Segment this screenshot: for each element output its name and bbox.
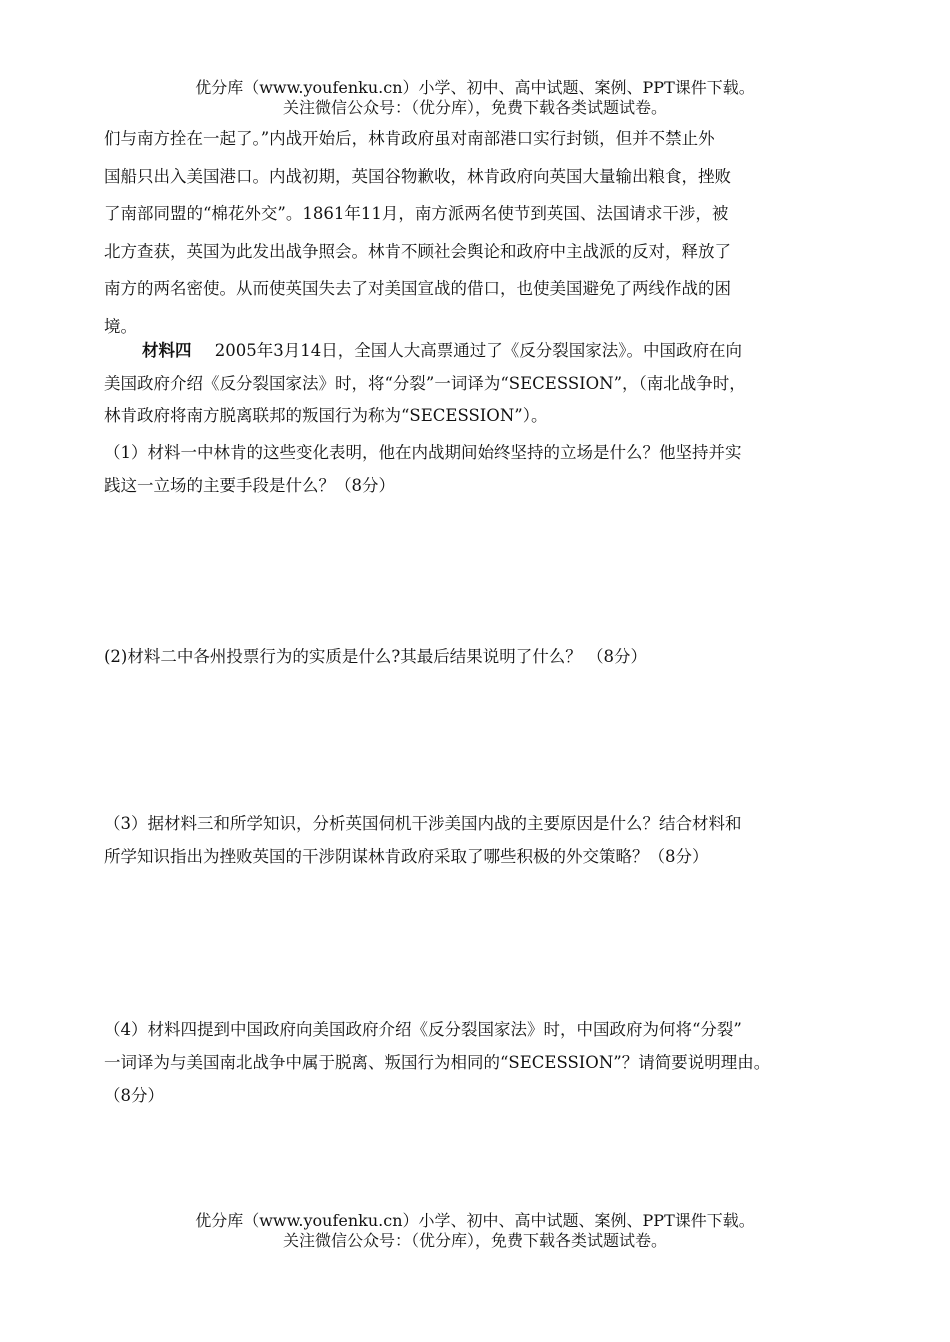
- question-4: [104, 1013, 864, 1112]
- page-footer: [0, 1211, 950, 1251]
- header-line-2: 关注微信公众号：（优分库），免费下载各类试题试卷。: [282, 98, 667, 117]
- question-line: （1）材料一中林肯的这些变化表明，他在内战期间始终坚持的立场是什么？他坚持并实: [104, 443, 742, 462]
- question-line: （3）据材料三和所学知识，分析英国伺机干涉美国内战的主要原因是什么？结合材料和: [104, 814, 742, 833]
- text-line: 南方的两名密使。从而使英国失去了对美国宣战的借口，也使美国避免了两线作战的困: [104, 279, 731, 298]
- footer-line-1: 优分库（www.youfenku.cn）小学、初中、高中试题、案例、PPT课件下载。: [195, 1211, 755, 1230]
- material-4-first-line: [104, 333, 864, 369]
- text-line: 们与南方拴在一起了。”内战开始后，林肯政府虽对南部港口实行封锁，但并不禁止外: [104, 129, 715, 148]
- text-line: 国船只出入美国港口。内战初期，英国谷物歉收，林肯政府向英国大量输出粮食，挫败: [104, 166, 731, 186]
- question-line: (2)材料二中各州投票行为的实质是什么?其最后结果说明了什么？ （8分）: [104, 647, 647, 666]
- text-line: 林肯政府将南方脱离联邦的叛国行为称为“SECESSION”）。: [104, 406, 548, 425]
- material-4-label: 材料四: [142, 341, 192, 360]
- text-line: 了南部同盟的“棉花外交”。1861年11月，南方派两名使节到英国、法国请求干涉，被: [104, 204, 729, 223]
- text-line: 美国政府介绍《反分裂国家法》时，将“分裂”一词译为“SECESSION”，（南北战争时，: [104, 374, 746, 393]
- material-4-text: 2005年3月14日，全国人大高票通过了《反分裂国家法》。中国政府在向: [214, 341, 742, 360]
- question-line: （8分）: [104, 1086, 164, 1105]
- material-3-continuation: [104, 120, 864, 345]
- material-4: [104, 333, 864, 433]
- question-1: [104, 436, 864, 502]
- question-line: （4）材料四提到中国政府向美国政府介绍《反分裂国家法》时，中国政府为何将“分裂”: [104, 1020, 742, 1039]
- question-line: 一词译为与美国南北战争中属于脱离、叛国行为相同的“SECESSION”？请简要说明理由。: [104, 1053, 771, 1072]
- text-line: 境。: [104, 316, 137, 336]
- header-line-1: 优分库（www.youfenku.cn）小学、初中、高中试题、案例、PPT课件下载。: [195, 78, 755, 97]
- text-line: 北方查获，英国为此发出战争照会。林肯不顾社会舆论和政府中主战派的反对，释放了: [104, 241, 731, 261]
- page-header: [0, 78, 950, 118]
- question-line: 践这一立场的主要手段是什么？（8分）: [104, 476, 395, 495]
- question-2: [104, 640, 864, 673]
- footer-line-2: 关注微信公众号：（优分库），免费下载各类试题试卷。: [282, 1231, 667, 1250]
- question-3: [104, 807, 864, 873]
- question-line: 所学知识指出为挫败英国的干涉阴谋林肯政府采取了哪些积极的外交策略？（8分）: [104, 847, 709, 866]
